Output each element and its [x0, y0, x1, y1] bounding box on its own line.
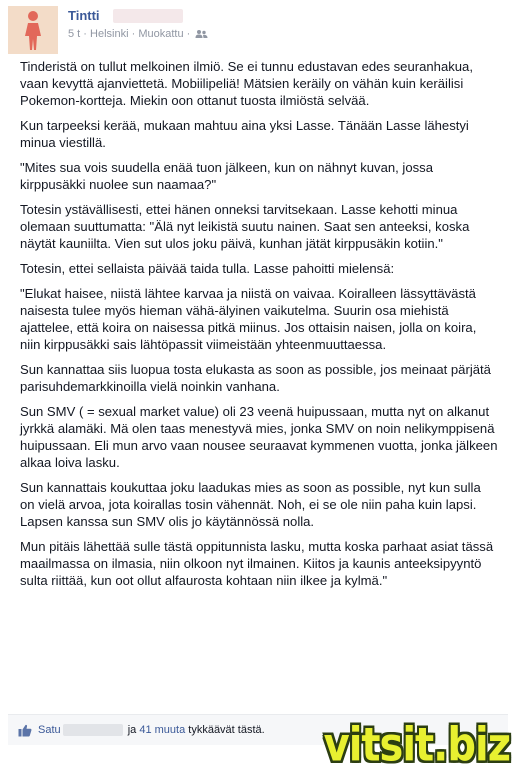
post-body [20, 58, 498, 597]
post-paragraph: "Elukat haisee, niistä lähtee karvaa ja niistä on vaivaa. Koiralleen lässyttävästä naisesta tulee myös hieman vähä-älyinen vaikutelma. Suurin osa miehistä ajattelee, että koira on naisessa pitkä miinus. Jos ottaisin naisen, jolla on koira, niin kirppusäkki sais lähtöpassit viimeistään yhteenmuuttaessa. [20, 286, 477, 352]
friends-audience-icon[interactable] [195, 29, 208, 39]
likes-connector: ja [127, 724, 137, 736]
edited-label[interactable]: Muokattu [138, 28, 184, 40]
watermark: vitsit.biz [323, 719, 510, 772]
post-location[interactable]: Helsinki [90, 28, 129, 40]
meta-separator: · [186, 28, 191, 40]
post-time[interactable]: 5 t [68, 28, 81, 40]
post-paragraph: "Mites sua vois suudella enää tuon jälkeen, kun on nähnyt kuvan, jossa kirppusäkki nuolee sun naamaa?" [20, 160, 433, 192]
meta-separator: · [83, 28, 87, 40]
post-header [8, 6, 508, 54]
female-silhouette-icon [8, 6, 58, 54]
post-paragraph: Sun kannattaa siis luopua tosta elukasta as soon as possible, jos meinaat pärjätä parisuhdemarkkinoilla vielä noinkin vanhana. [20, 362, 491, 394]
post-paragraph: Totesin, ettei sellaista päivää taida tulla. Lasse pahoitti mielensä: [20, 261, 395, 276]
post-paragraph: Mun pitäis lähettää sulle tästä oppitunnista lasku, mutta koska parhaat asiat tässä maailmassa on ilmasia, niin olkoon nyt ilmainen. Kiitos ja kaunis anteeksipyyntö sulta riittää, kun oot ollut alfaurosta kohtaan niin ilkee ja kylmä." [20, 539, 494, 588]
post-paragraph: Kun tarpeeksi kerää, mukaan mahtuu aina yksi Lasse. Tänään Lasse lähestyi minua viestillä. [20, 118, 469, 150]
post-meta [68, 28, 208, 40]
author-name[interactable]: Tintti [68, 8, 100, 23]
post-paragraph: Tinderistä on tullut melkoinen ilmiö. Se ei tunnu edustavan edes seuranhakua, vaan kevyttä ajanviettetä. Mobiilipeliä! Mätsien keräily on vähän kuin keräilisi Pokemon-kortteja. Miekin oon ottanut tuosta ilmiöstä selvää. [20, 59, 473, 108]
likes-suffix: tykkäävät tästä. [188, 724, 265, 736]
post-paragraph: Sun SMV ( = sexual market value) oli 23 veenä huipussaan, mutta nyt on alkanut jyrkkä alamäki. Mä olen taas menestyvä mies, jonka SMV on noin nelikymppisenä huipussaan. Eli mun arvo vaan nousee seuraavat kymmenen vuotta, jonka jälkeen alkaa loiva lasku. [20, 404, 498, 470]
likes-summary [38, 724, 265, 736]
post-paragraph: Sun kannattais koukuttaa joku laadukas mies as soon as possible, nyt kun sulla on vielä arvoa, jota koirallas tosin vähennät. Noh, ei se ole niin paha kuin lapsi. Lapsen kanssa sun SMV olis jo käytännössä nolla. [20, 480, 481, 529]
redacted-liker-surname [63, 724, 123, 736]
avatar[interactable] [8, 6, 58, 54]
meta-separator: · [131, 28, 136, 40]
others-link[interactable]: 41 muuta [139, 724, 186, 736]
thumbs-up-icon[interactable] [18, 724, 32, 737]
redacted-surname [113, 9, 183, 23]
liker-name[interactable]: Satu [38, 724, 61, 736]
post-paragraph: Totesin ystävällisesti, ettei hänen onneksi tarvitsekaan. Lasse kehotti minua olemaan suuttumatta: "Älä nyt leikistä suutu nainen. Saat sen anteeksi, koska näytät kauniilta. Vien sut ulos joku päivä, kunhan jätät kirppusäkin kotiin." [20, 202, 470, 251]
